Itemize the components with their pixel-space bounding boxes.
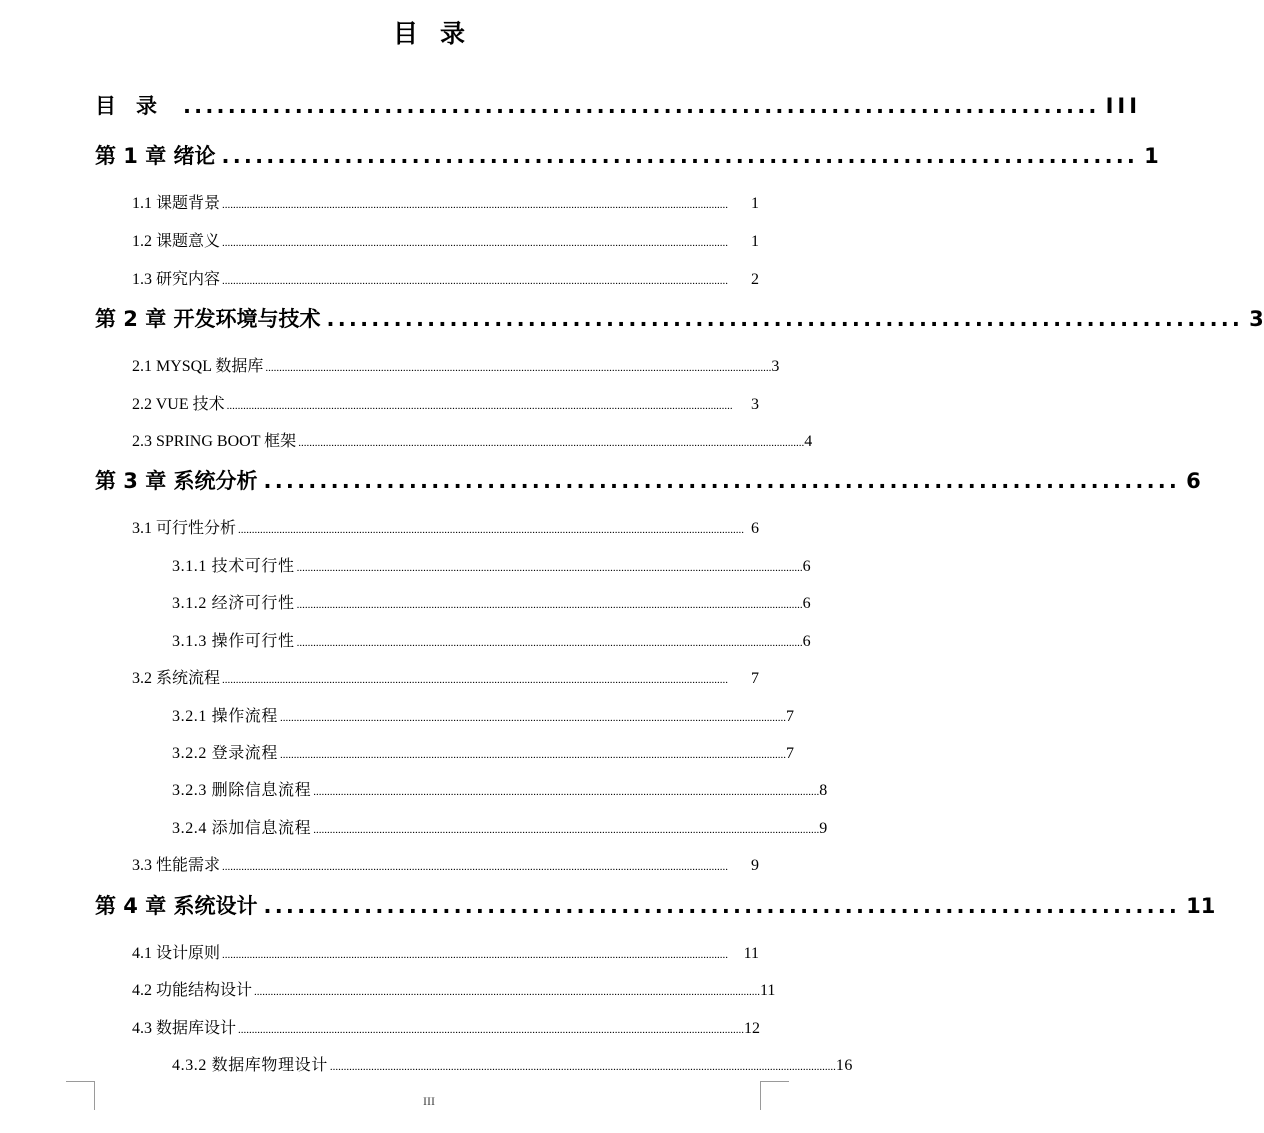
toc-entry-page: 3 <box>1249 307 1264 331</box>
toc-entry-label: 2.2 VUE 技术 <box>132 396 225 413</box>
toc-entry-4-2[interactable] <box>132 977 776 1001</box>
footer-page-number: III <box>423 1094 435 1108</box>
toc-entry-page: 6 <box>802 633 812 650</box>
toc-entry-page: 3 <box>771 358 780 375</box>
toc-entry-chapter-1[interactable] <box>95 140 1159 174</box>
toc-entry-3-2-4[interactable] <box>172 815 828 839</box>
toc-entry-page: 3 <box>751 396 759 413</box>
toc-leader-dots: ........................................................................................................................................................................................ <box>222 199 729 211</box>
toc-entry-3-1-2[interactable] <box>172 590 812 614</box>
toc-leader-dots: ........................................................................................................................................................................................ <box>265 362 772 374</box>
toc-leader-dots: ........................................................................................................................................................................................ <box>280 712 787 724</box>
toc-entry-page: 11 <box>743 945 759 962</box>
toc-entry-label: 3.1.1 技术可行性 <box>172 558 295 575</box>
toc-entry-2-3[interactable] <box>132 428 813 452</box>
toc-entry-label: 3.2.1 操作流程 <box>172 708 279 725</box>
toc-entry-label: 3.1 可行性分析 <box>132 520 237 537</box>
toc-entry-label: 1.2 课题意义 <box>132 233 221 250</box>
toc-leader-dots: ........................................................................................................................................................................................ <box>329 1061 836 1073</box>
toc-entry-label: 3.2.3 删除信息流程 <box>172 782 312 799</box>
toc-leader-dots: ........................................................................................................................................................................................ <box>296 637 803 649</box>
toc-entry-page: 6 <box>1186 469 1201 493</box>
toc-entry-label: 目录 <box>95 94 177 118</box>
toc-entry-page: 2 <box>751 271 759 288</box>
toc-entry-3-2-3[interactable] <box>172 777 828 801</box>
toc-entry-label: 3.2.2 登录流程 <box>172 745 279 762</box>
page-title: 目录 <box>392 19 487 48</box>
toc-entry-page: 4 <box>804 433 813 450</box>
toc-leader-dots: ........................................................................................................................................................................................ <box>222 949 729 961</box>
toc-entry-page: 6 <box>802 595 812 612</box>
toc-entry-3-2[interactable] <box>132 665 759 689</box>
toc-entry-1-3[interactable] <box>132 266 759 290</box>
toc-leader-dots: .................................................................................. <box>263 894 1181 918</box>
toc-leader-dots: ........................................................................................................................................................................................ <box>238 524 745 536</box>
toc-leader-dots: ........................................................................................................................................................................................ <box>280 749 787 761</box>
toc-leader-dots: ........................................................................................................................................................................................ <box>226 400 733 412</box>
toc-entry-label: 4.3.2 数据库物理设计 <box>172 1057 328 1074</box>
toc-entry-page: 1 <box>751 233 759 250</box>
toc-entry-page: 7 <box>786 708 795 725</box>
toc-entry-label: 2.3 SPRING BOOT 框架 <box>132 433 297 450</box>
toc-entry-4-1[interactable] <box>132 940 759 964</box>
toc-entry-page: 1 <box>1144 144 1159 168</box>
toc-entry-label: 第 2 章 开发环境与技术 <box>95 307 321 331</box>
toc-leader-dots: ........................................................................................................................................................................................ <box>222 237 729 249</box>
toc-entry-3-2-1[interactable] <box>172 703 795 727</box>
toc-leader-dots: ........................................................................................................................................................................................ <box>313 824 820 836</box>
toc-entry-page: 12 <box>744 1020 761 1037</box>
toc-entry-3-1-3[interactable] <box>172 628 812 652</box>
toc-entry-label: 3.2.4 添加信息流程 <box>172 820 312 837</box>
toc-entry-label: 3.2 系统流程 <box>132 670 221 687</box>
toc-leader-dots: ........................................................................................................................................................................................ <box>254 986 761 998</box>
toc-entry-1-1[interactable] <box>132 190 759 214</box>
toc-leader-dots: .................................................................................. <box>263 469 1181 493</box>
toc-entry-label: 3.1.2 经济可行性 <box>172 595 295 612</box>
toc-entry-4-3-2[interactable] <box>172 1052 854 1076</box>
toc-leader-dots: ........................................................................................................................................................................................ <box>298 437 805 449</box>
toc-entry-page: 7 <box>786 745 795 762</box>
toc-entry-4-3[interactable] <box>132 1015 759 1039</box>
toc-entry-label: 2.1 MYSQL 数据库 <box>132 358 264 375</box>
toc-entry-page: 1 <box>751 195 759 212</box>
toc-leader-dots: .................................................................................. <box>326 307 1244 331</box>
toc-leader-dots: ........................................................................................................................................................................................ <box>313 786 820 798</box>
toc-entry-page: 11 <box>1186 894 1216 918</box>
toc-entry-page: 8 <box>819 782 828 799</box>
toc-entry-contents[interactable] <box>95 90 1142 124</box>
toc-entry-label: 第 4 章 系统设计 <box>95 894 258 918</box>
toc-leader-dots: ........................................................................................................................................................................................ <box>222 861 729 873</box>
toc-entry-3-1-1[interactable] <box>172 553 812 577</box>
toc-entry-page: 9 <box>751 857 759 874</box>
toc-entry-chapter-2[interactable] <box>95 303 1264 337</box>
toc-leader-dots: ........................................................................................................................................................................................ <box>296 562 803 574</box>
toc-entry-page: III <box>1105 94 1142 118</box>
toc-leader-dots: .................................................................................. <box>221 144 1139 168</box>
toc-entry-label: 1.1 课题背景 <box>132 195 221 212</box>
toc-entry-page: 9 <box>819 820 828 837</box>
toc-entry-page: 6 <box>802 558 812 575</box>
toc-entry-3-3[interactable] <box>132 852 759 876</box>
toc-entry-label: 1.3 研究内容 <box>132 271 221 288</box>
toc-entry-1-2[interactable] <box>132 228 759 252</box>
toc-entry-label: 4.2 功能结构设计 <box>132 982 253 999</box>
toc-entry-2-2[interactable] <box>132 391 759 415</box>
toc-entry-label: 第 1 章 绪论 <box>95 144 216 168</box>
toc-entry-page: 11 <box>760 982 776 999</box>
toc-entry-label: 第 3 章 系统分析 <box>95 469 258 493</box>
toc-entry-label: 4.3 数据库设计 <box>132 1020 237 1037</box>
toc-entry-3-1[interactable] <box>132 515 759 539</box>
toc-leader-dots: .................................................................................. <box>183 94 1100 118</box>
toc-entry-page: 16 <box>835 1057 854 1074</box>
toc-leader-dots: ........................................................................................................................................................................................ <box>222 275 729 287</box>
toc-leader-dots: ........................................................................................................................................................................................ <box>222 674 729 686</box>
toc-entry-label: 3.1.3 操作可行性 <box>172 633 295 650</box>
toc-entry-chapter-4[interactable] <box>95 890 1216 924</box>
toc-entry-chapter-3[interactable] <box>95 465 1201 499</box>
toc-leader-dots: ........................................................................................................................................................................................ <box>296 599 803 611</box>
toc-leader-dots: ........................................................................................................................................................................................ <box>238 1024 745 1036</box>
toc-entry-2-1[interactable] <box>132 353 780 377</box>
toc-entry-page: 7 <box>751 670 759 687</box>
toc-entry-page: 6 <box>751 520 759 537</box>
toc-entry-label: 3.3 性能需求 <box>132 857 221 874</box>
toc-entry-label: 4.1 设计原则 <box>132 945 221 962</box>
toc-entry-3-2-2[interactable] <box>172 740 795 764</box>
